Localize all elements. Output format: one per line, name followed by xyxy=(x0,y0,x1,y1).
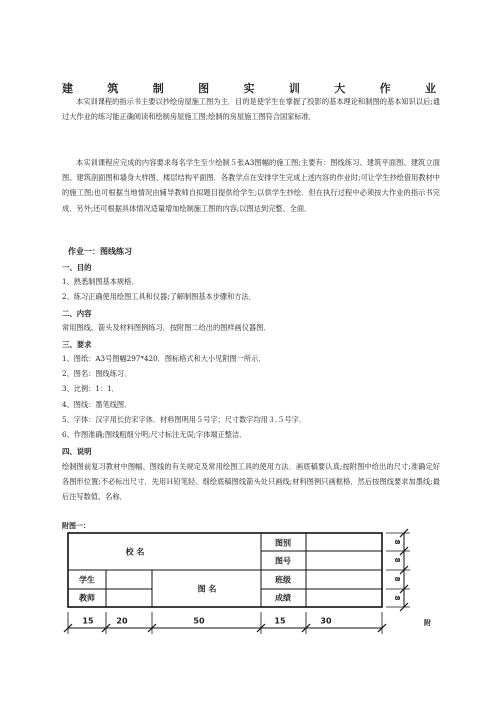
list-item: 3、比例：1：1． xyxy=(62,384,119,393)
student-cell: 学生 xyxy=(79,575,95,585)
list-item: 1、熟悉制图基本规格． xyxy=(62,277,139,286)
title-char: 业 xyxy=(425,82,436,95)
assignment-title: 作业一：图线练习 xyxy=(68,247,132,256)
list-item: 5、字体：汉字用长仿宋字体．材料图明用５号字；尺寸数字均用３.５号字． xyxy=(62,415,307,424)
dimension-label: 15 xyxy=(274,616,286,626)
dimension-label: 20 xyxy=(116,616,128,626)
dimension-label: 8 xyxy=(393,557,401,563)
school-name-cell: 校 名 xyxy=(125,547,145,557)
teacher-cell: 教师 xyxy=(79,593,95,603)
title-char: 建 xyxy=(62,82,73,95)
dimension-label: 50 xyxy=(193,616,205,626)
drawing-name-cell: 图 名 xyxy=(197,584,217,594)
section-heading-purpose: 一、目的 xyxy=(62,263,92,272)
title-char: 图 xyxy=(198,82,210,95)
figure-label: 附图一： xyxy=(62,522,90,530)
title-char: 实 xyxy=(243,82,255,95)
drawing-type-cell: 图别 xyxy=(275,538,291,548)
title-char: 作 xyxy=(379,82,391,95)
list-item: 2、图名：图线练习． xyxy=(62,369,132,378)
section-heading-content: 二、内容 xyxy=(62,309,92,318)
list-item: 2、练习正确使用绘图工具和仪器;了解制图基本步骤和方法． xyxy=(62,292,256,301)
section-heading-requirements: 三、要求 xyxy=(62,340,92,349)
dimension-label: 15 xyxy=(82,616,94,626)
list-item: 6、作图准确;图线粗细分明;尺寸标注无误;字体端正整洁． xyxy=(62,430,247,439)
grade-cell: 成绩 xyxy=(275,593,291,603)
list-item: 4、图线：墨笔线图． xyxy=(62,400,132,409)
dimension-label: 8 xyxy=(393,539,401,545)
drawing-number-cell: 图号 xyxy=(275,556,291,566)
title-char: 筑 xyxy=(107,82,119,95)
section-text-content: 常用图线、箭头及材料图例练习．按附图二给出的图样画仪器图． xyxy=(62,323,271,332)
title-char: 大 xyxy=(334,82,346,95)
title-char: 制 xyxy=(152,82,164,95)
intro-paragraph-2: 本实训课程应完成的内容要求每名学生至少绘制５张A3图幅的施工图;主要有：图线练习、建筑平面图、建筑立面图、建筑剖面图和墙身大样图、楼层结构平面图．各教学点在安排学生完成上述内容的作业时;可让学生抄绘借用教材中的施工图;也可根据当地情况由辅导教师自拟题目提供给学生;以供学生抄绘．但在执行过程中必须按大作业的指示书完成．另外;还可根据具体情况适量增加绘制施工图的内容;以图达到完整、全面． xyxy=(62,158,440,213)
figure-side-label: 附 xyxy=(424,619,431,627)
section-heading-notes: 四、说明 xyxy=(62,447,92,456)
dimension-label: 8 xyxy=(393,576,401,582)
section-text-notes: 绘制图前复习教材中图幅、图线的有关规定及常用绘图工具的使用方法．画底稿要认真;按附图中给出的尺寸;准确定好各图形位置;不必标出尺寸．先用Ｈ铅笔轻、细绘底稿图线箭头处只画线;材料图例只画框格．然后按图线要求加墨线;最后注写数值、名称． xyxy=(62,462,440,502)
intro-paragraph-1: 本实训课程的指示书主要以抄绘房屋施工图为主．目的是使学生在掌握了投影的基本理论和制图的基本知识以后;通过大作业的练习能正确阅读和绘制房屋施工图;绘制的房屋施工图符合国家标准． xyxy=(62,97,440,122)
title-char: 训 xyxy=(288,82,300,95)
class-cell: 班级 xyxy=(275,575,291,585)
list-item: 1、图纸：A3号图幅297*420．图标格式和大小见附图一所示． xyxy=(62,354,266,363)
dimension-label: 30 xyxy=(320,616,332,626)
dimension-label: 8 xyxy=(393,595,401,601)
